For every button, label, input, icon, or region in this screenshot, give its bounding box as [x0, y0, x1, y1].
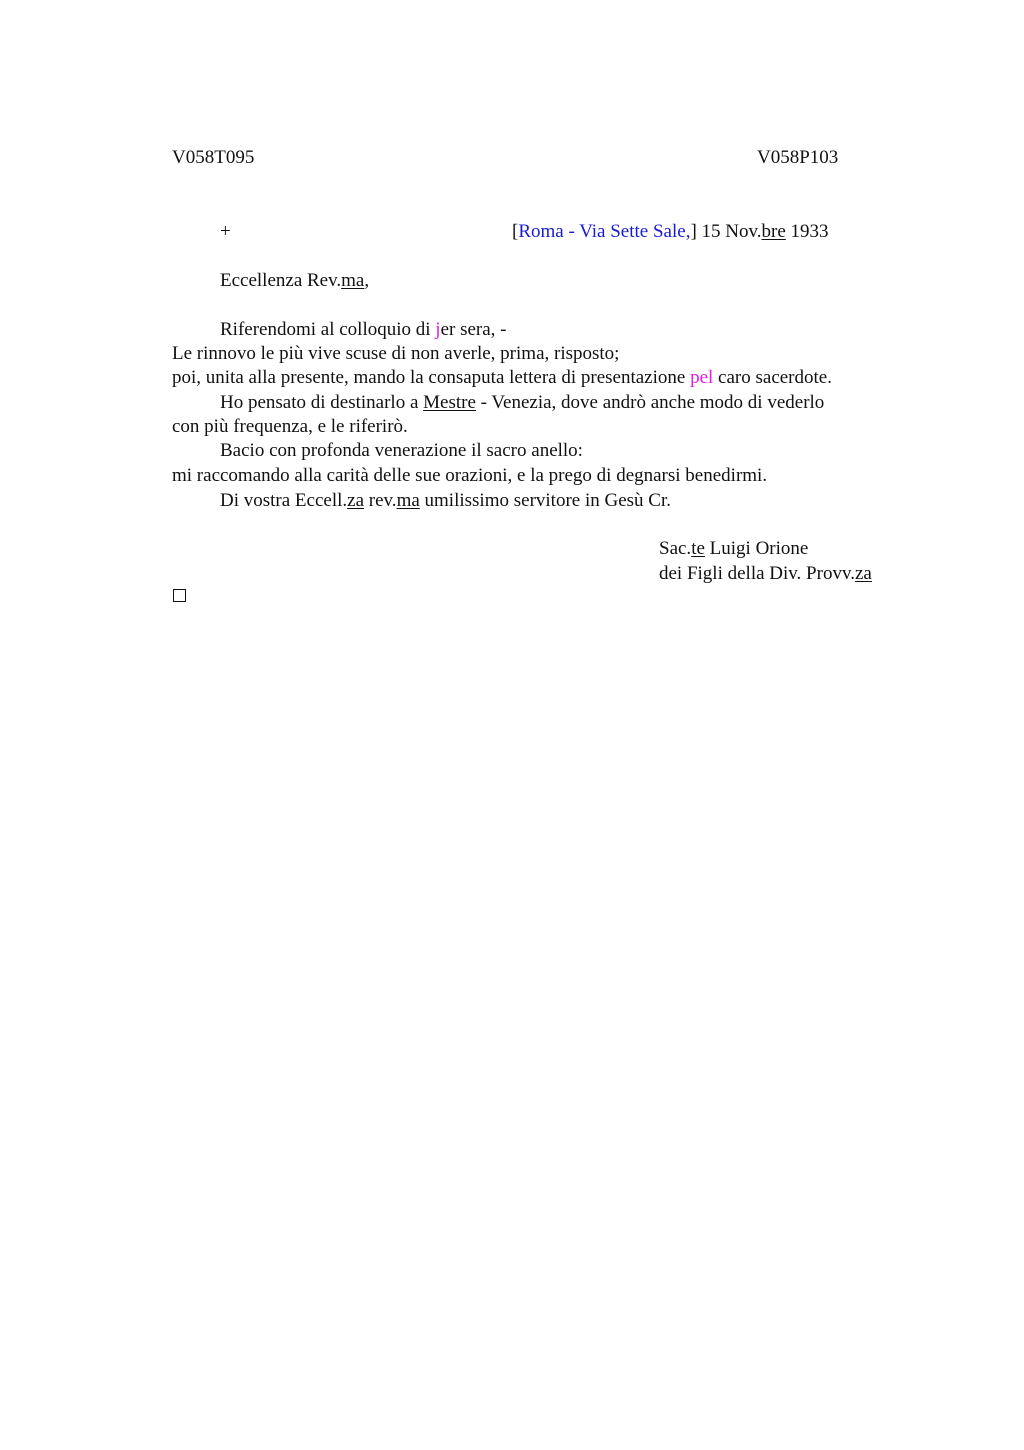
- body-text: poi, unita alla presente, mando la consaputa lettera di presentazione: [172, 367, 691, 388]
- dateline: [512, 220, 829, 244]
- date-prefix: 15 Nov.: [696, 221, 762, 242]
- salutation-abbrev: ma: [341, 270, 365, 291]
- salutation: [220, 269, 369, 293]
- place-mestre: Mestre: [423, 392, 476, 413]
- bracket-close: ]: [690, 221, 697, 242]
- body-line-8: [220, 489, 671, 513]
- signature-name: Luigi Orione: [704, 538, 809, 559]
- abbrev: ma: [396, 490, 420, 511]
- document-code-left: V058T095: [172, 147, 255, 168]
- place-name: Roma - Via Sette Sale,: [518, 221, 691, 242]
- document-code-right: V058P103: [757, 147, 839, 168]
- date-abbrev: bre: [761, 221, 786, 242]
- body-line-6: Bacio con profonda venerazione il sacro anello:: [220, 440, 583, 461]
- body-line-3: [172, 366, 832, 390]
- body-text: Di vostra Eccell.: [220, 490, 348, 511]
- signature-text: Sac.: [659, 538, 692, 559]
- abbrev: za: [347, 490, 365, 511]
- cross-symbol: +: [220, 221, 231, 242]
- body-highlight: pel: [690, 367, 714, 388]
- signature-text: dei Figli della Div. Provv.: [659, 563, 855, 584]
- abbrev: za: [854, 563, 872, 584]
- body-line-5: con più frequenza, e le riferirò.: [172, 416, 408, 437]
- body-line-4: [220, 391, 824, 415]
- body-text: Riferendomi al colloquio di: [220, 319, 436, 340]
- body-text: - Venezia, dove andrò anche modo di vederlo: [475, 392, 825, 413]
- signature-line-1: [659, 537, 808, 561]
- body-text: caro sacerdote.: [713, 367, 832, 388]
- body-text: Ho pensato di destinarlo a: [220, 392, 424, 413]
- salutation-comma: ,: [364, 270, 370, 291]
- abbrev: te: [691, 538, 705, 559]
- bracket-open: [: [512, 221, 519, 242]
- body-line-2: Le rinnovo le più vive scuse di non averle, prima, risposto;: [172, 343, 620, 364]
- end-marker-box-icon: [173, 589, 186, 602]
- date-year: 1933: [785, 221, 829, 242]
- body-text: er sera, -: [440, 319, 507, 340]
- body-line-7: mi raccomando alla carità delle sue orazioni, e la prego di degnarsi benedirmi.: [172, 465, 768, 486]
- salutation-text: Eccellenza Rev.: [220, 270, 342, 291]
- body-text: rev.: [364, 490, 397, 511]
- signature-line-2: [659, 562, 872, 586]
- body-text: umilissimo servitore in Gesù Cr.: [419, 490, 671, 511]
- body-line-1: [220, 318, 507, 342]
- body-highlight: j: [435, 319, 441, 340]
